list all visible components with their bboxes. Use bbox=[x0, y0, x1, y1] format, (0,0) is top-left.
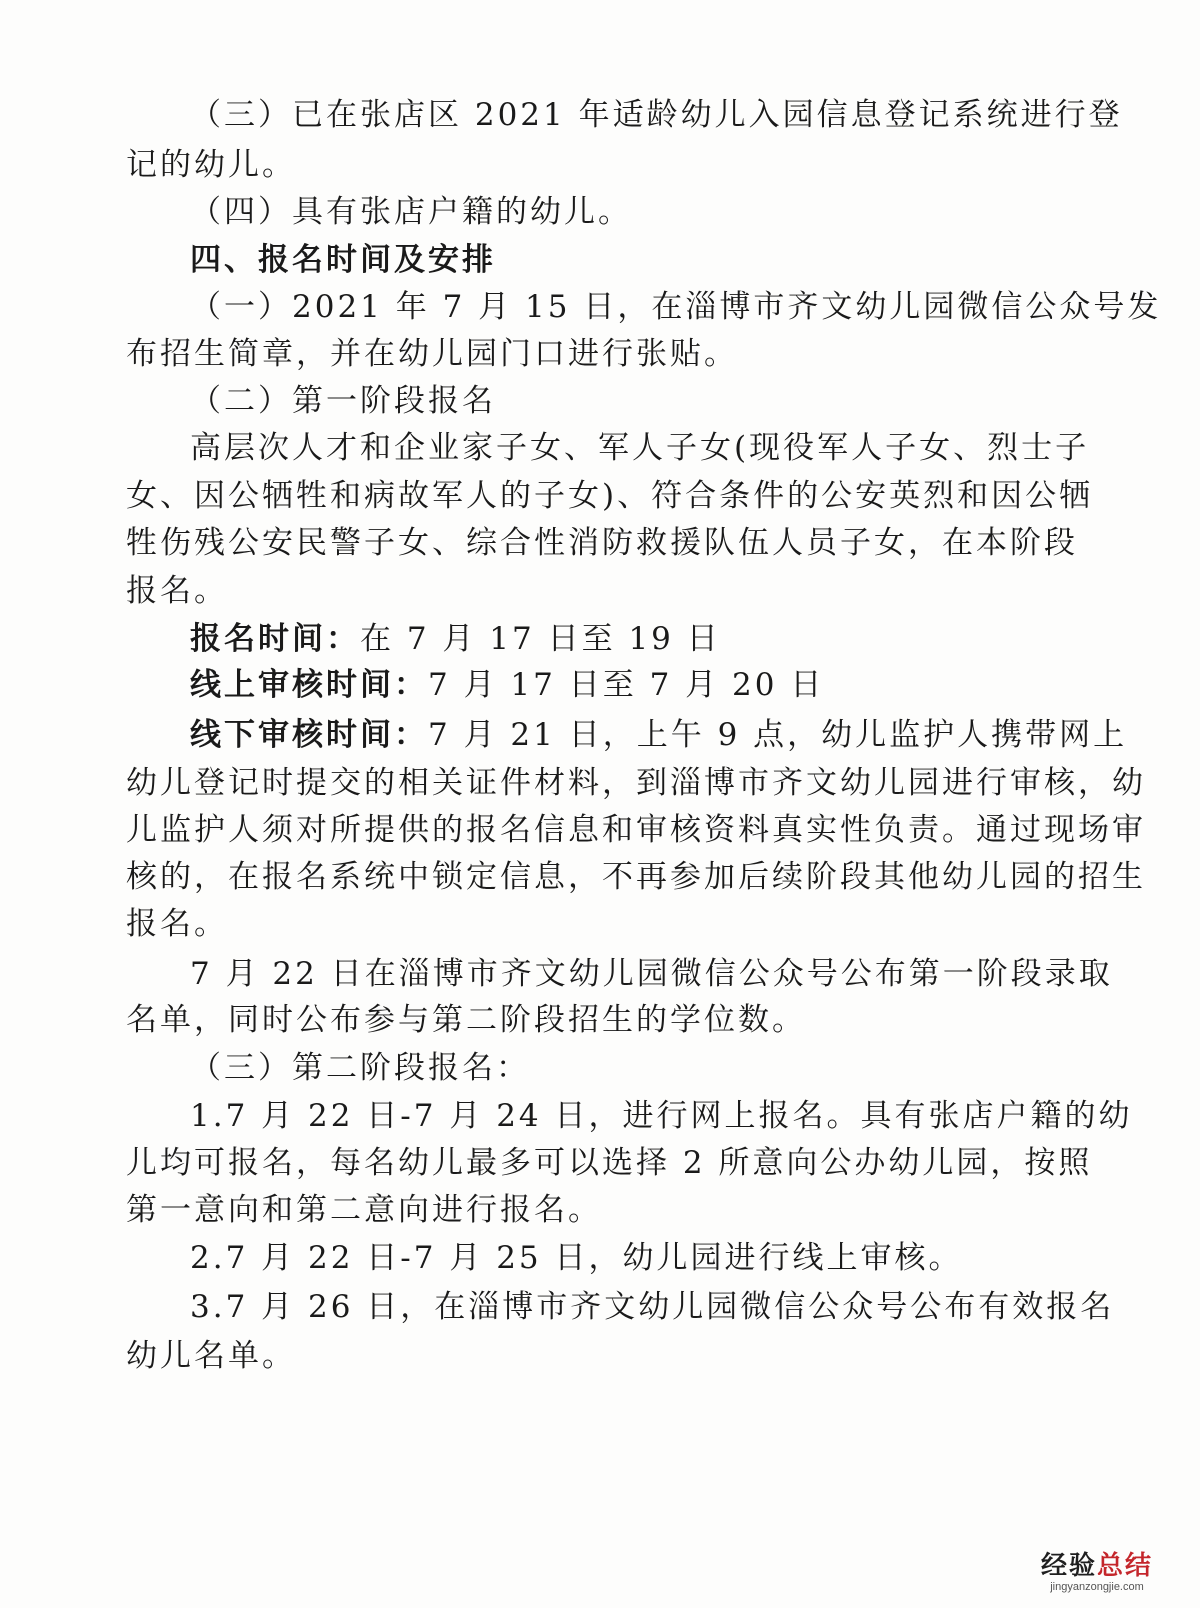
online-review-line bbox=[190, 665, 1106, 705]
paragraph-line: 3.7 月 26 日，在淄博市齐文幼儿园微信公众号公布有效报名 bbox=[190, 1289, 1115, 1325]
subsection-heading: （二）第一阶段报名 bbox=[190, 383, 496, 419]
paragraph-line: （四）具有张店户籍的幼儿。 bbox=[190, 194, 632, 230]
paragraph-line: 幼儿名单。 bbox=[126, 1338, 296, 1374]
paragraph-line: 1.7 月 22 日-7 月 24 日，进行网上报名。具有张店户籍的幼 bbox=[190, 1098, 1133, 1134]
registration-time-value: 在 7 月 17 日至 19 日 bbox=[360, 621, 721, 657]
paragraph-line: 报名。 bbox=[126, 573, 228, 609]
watermark-title bbox=[1022, 1550, 1172, 1580]
online-review-label: 线上审核时间： bbox=[190, 667, 428, 703]
paragraph-line: 女、因公牺牲和病故军人的子女)、符合条件的公安英烈和因公牺 bbox=[126, 478, 1094, 514]
paragraph-line: 幼儿登记时提交的相关证件材料，到淄博市齐文幼儿园进行审核，幼 bbox=[126, 765, 1146, 801]
subsection-heading: （三）第二阶段报名： bbox=[190, 1050, 530, 1086]
offline-review-value: 7 月 21 日，上午 9 点，幼儿监护人携带网上 bbox=[428, 717, 1128, 753]
paragraph-line: 核的，在报名系统中锁定信息，不再参加后续阶段其他幼儿园的招生 bbox=[126, 859, 1146, 895]
registration-time-label: 报名时间： bbox=[190, 621, 360, 657]
paragraph-line: 儿均可报名，每名幼儿最多可以选择 2 所意向公办幼儿园，按照 bbox=[126, 1145, 1093, 1181]
online-review-value: 7 月 17 日至 7 月 20 日 bbox=[428, 667, 825, 703]
paragraph-line: 第一意向和第二意向进行报名。 bbox=[126, 1192, 602, 1228]
paragraph-line: 记的幼儿。 bbox=[126, 147, 296, 183]
section-heading: 四、报名时间及安排 bbox=[190, 242, 496, 278]
paragraph-line: （三）已在张店区 2021 年适龄幼儿入园信息登记系统进行登 bbox=[190, 97, 1123, 133]
watermark-title-part-a: 经验 bbox=[1040, 1550, 1097, 1580]
paragraph-line: 布招生简章，并在幼儿园门口进行张贴。 bbox=[126, 336, 738, 372]
offline-review-label: 线下审核时间： bbox=[190, 717, 428, 753]
paragraph-line: 7 月 22 日在淄博市齐文幼儿园微信公众号公布第一阶段录取 bbox=[190, 956, 1113, 992]
paragraph-line: 牲伤残公安民警子女、综合性消防救援队伍人员子女，在本阶段 bbox=[126, 525, 1078, 561]
paragraph-line: 儿监护人须对所提供的报名信息和审核资料真实性负责。通过现场审 bbox=[126, 812, 1146, 848]
paragraph-line: 报名。 bbox=[126, 906, 228, 942]
watermark-url: jingyanzongjie.com bbox=[1050, 1581, 1144, 1593]
paragraph-line: （一）2021 年 7 月 15 日，在淄博市齐文幼儿园微信公众号发 bbox=[190, 289, 1162, 325]
watermark-title-part-b: 总结 bbox=[1097, 1550, 1154, 1580]
registration-time-line bbox=[190, 619, 1106, 659]
paragraph-line: 高层次人才和企业家子女、军人子女(现役军人子女、烈士子 bbox=[190, 430, 1090, 466]
site-watermark bbox=[1022, 1550, 1172, 1594]
paragraph-line: 2.7 月 22 日-7 月 25 日，幼儿园进行线上审核。 bbox=[190, 1240, 963, 1276]
offline-review-line bbox=[190, 715, 1128, 755]
paragraph-line: 名单，同时公布参与第二阶段招生的学位数。 bbox=[126, 1002, 806, 1038]
